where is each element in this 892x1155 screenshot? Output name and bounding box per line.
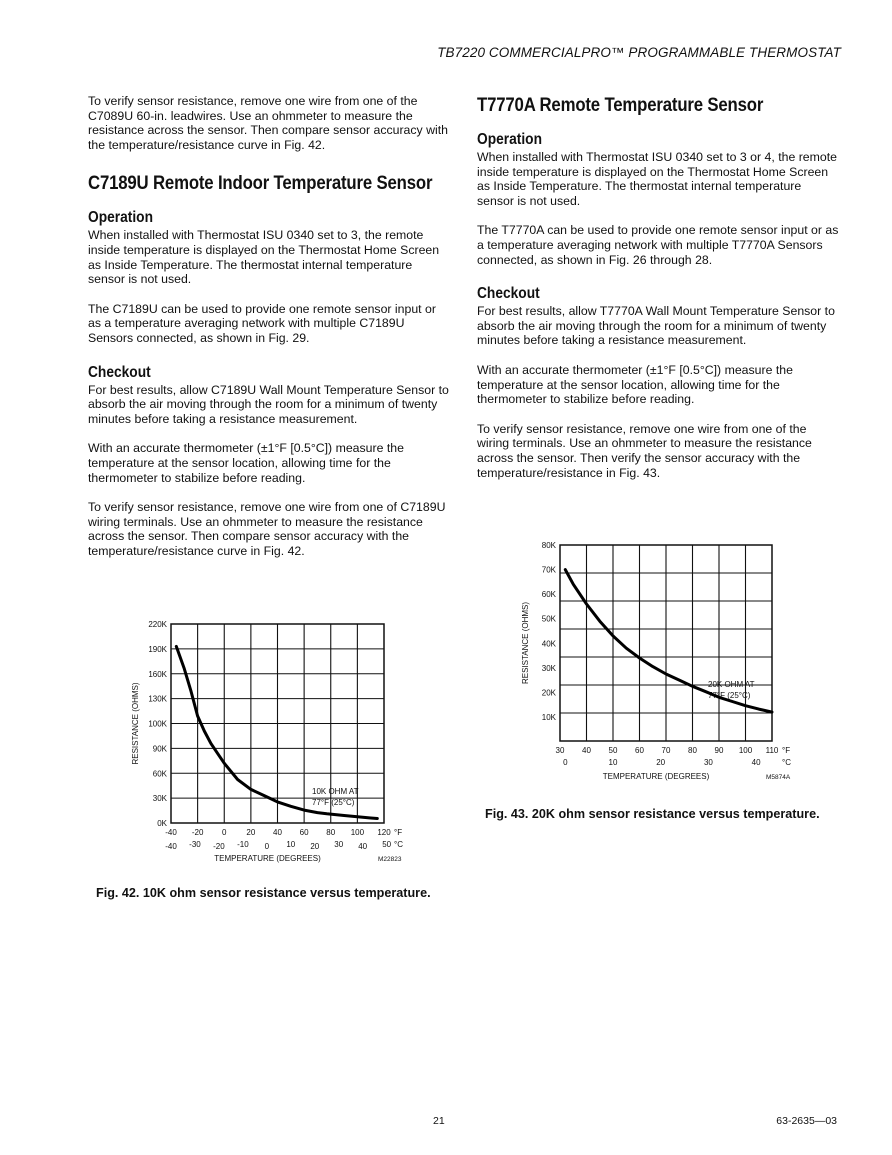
fig43-svg (518, 535, 808, 795)
x-tick-label-fahrenheit: 40 (582, 746, 591, 755)
operation-paragraph-1: When installed with Thermostat ISU 0340 set to 3 or 4, the remote inside temperature is displayed on the Thermostat Home Screen as Inside Temperature. The thermostat internal temperature sensor is not used. (477, 150, 837, 208)
x-tick-label-fahrenheit: 80 (326, 828, 336, 837)
x-tick-label-celsius: 50 (382, 840, 392, 849)
y-tick-label: 60K (541, 590, 556, 600)
operation-paragraph-2: The T7770A can be used to provide one remote sensor input or as a temperature averaging network with multiple T7770A Sensors connected, as shown in Fig. 26 through 28. (477, 223, 839, 267)
checkout-paragraph-2: With an accurate thermometer (±1°F [0.5°C]) measure the temperature at the sensor location, allowing time for the thermometer to stabilize before reading. (88, 441, 404, 485)
reference-note: 77°F (25°C) (312, 798, 355, 807)
y-tick-label: 10K (541, 713, 556, 722)
reference-note: 10K OHM AT (312, 787, 359, 796)
x-unit-fahrenheit: °F (782, 746, 791, 755)
x-tick-label-celsius: 0 (563, 758, 568, 767)
y-tick-label: 100K (148, 719, 167, 729)
x-tick-label-celsius: -10 (237, 840, 249, 849)
x-axis-label: TEMPERATURE (DEGREES) (602, 772, 710, 781)
y-tick-label: 40K (541, 639, 556, 649)
x-tick-label-fahrenheit: 0 (222, 828, 227, 837)
x-tick-label-celsius: -30 (189, 840, 201, 849)
y-tick-label: 190K (148, 644, 167, 654)
section-title-t7770a: T7770A Remote Temperature Sensor (477, 94, 764, 116)
y-tick-label: 20K (541, 688, 556, 698)
y-tick-label: 130K (148, 694, 167, 704)
page-number: 21 (433, 1115, 445, 1127)
x-tick-label-fahrenheit: 120 (377, 828, 391, 837)
document-number: 63-2635—03 (776, 1115, 837, 1127)
section-title-c7189u: C7189U Remote Indoor Temperature Sensor (88, 172, 433, 195)
y-tick-label: 30K (152, 794, 167, 804)
y-tick-label: 30K (541, 663, 556, 673)
figure-code: M22823 (378, 856, 402, 863)
checkout-paragraph-3: To verify sensor resistance, remove one wire from one of C7189U wiring terminals. Use an ohmmeter to measure the resistance across the sensor. Then compare sensor accuracy with the temperature/resistance curve in Fig. 42. (88, 500, 446, 558)
x-unit-celsius: °C (394, 840, 403, 849)
checkout-paragraph-1: For best results, allow C7189U Wall Mount Temperature Sensor to absorb the air moving through the room for a minimum of twenty minutes before taking a resistance measurement. (88, 382, 449, 426)
x-unit-fahrenheit: °F (394, 828, 403, 837)
y-tick-label: 90K (152, 744, 167, 754)
operation-heading: Operation (477, 131, 542, 148)
x-tick-label-fahrenheit: 70 (661, 746, 671, 755)
y-tick-label: 220K (148, 620, 167, 629)
x-tick-label-celsius: 10 (608, 758, 618, 767)
x-tick-label-celsius: 20 (656, 758, 666, 767)
y-tick-label: 60K (152, 769, 167, 779)
x-tick-label-celsius: 10 (286, 840, 296, 849)
x-tick-label-celsius: 40 (751, 758, 761, 767)
y-axis-label: RESISTANCE (OHMS) (521, 601, 530, 685)
x-tick-label-fahrenheit: 50 (608, 746, 618, 755)
left-column (88, 94, 450, 573)
y-tick-label: 80K (541, 541, 556, 550)
x-tick-label-fahrenheit: 100 (350, 828, 365, 837)
reference-note: 77°F (25°C) (708, 691, 751, 700)
reference-note: 20K OHM AT (708, 680, 755, 689)
x-unit-celsius: °C (782, 758, 791, 767)
running-header: TB7220 COMMERCIALPRO™ PROGRAMMABLE THERMOSTAT (437, 45, 841, 60)
x-tick-label-fahrenheit: 110 (765, 746, 779, 755)
x-tick-label-fahrenheit: 60 (299, 828, 309, 837)
fig42-chart (128, 612, 428, 877)
x-tick-label-celsius: -40 (165, 842, 177, 851)
x-tick-label-celsius: 20 (310, 842, 320, 851)
intro-paragraph: To verify sensor resistance, remove one wire from one of the C7089U 60-in. leadwires. Use an ohmmeter to measure the resistance across the sensor. Then compare sensor accuracy with the temperature/resistance curve in Fig. 42. (88, 94, 448, 152)
operation-paragraph-1: When installed with Thermostat ISU 0340 set to 3, the remote inside temperature is displayed on the Thermostat Home Screen as Inside Temperature. The thermostat internal temperature sensor is not used. (88, 228, 440, 287)
operation-paragraph-2: The C7189U can be used to provide one remote sensor input or as a temperature averaging network with multiple C7189U Sensors connected, as shown in Fig. 29. (88, 301, 436, 345)
x-tick-label-celsius: 0 (264, 842, 270, 851)
fig43-chart (518, 535, 808, 800)
y-tick-label: 70K (541, 565, 556, 575)
x-tick-label-celsius: 40 (358, 842, 368, 851)
x-tick-label-fahrenheit: -40 (165, 828, 177, 837)
right-column (477, 94, 839, 495)
x-tick-label-celsius: -20 (213, 842, 225, 851)
x-tick-label-celsius: 30 (703, 758, 713, 767)
y-tick-label: 0K (157, 819, 167, 828)
checkout-heading: Checkout (88, 363, 151, 381)
y-tick-label: 160K (148, 669, 167, 679)
x-tick-label-fahrenheit: 90 (714, 746, 724, 755)
x-tick-label-fahrenheit: 30 (555, 746, 565, 755)
checkout-heading: Checkout (477, 285, 540, 303)
fig43-caption: Fig. 43. 20K ohm sensor resistance versus temperature. (485, 807, 820, 821)
x-tick-label-fahrenheit: 20 (246, 828, 256, 837)
x-tick-label-fahrenheit: 100 (738, 746, 753, 755)
y-tick-label: 50K (541, 614, 556, 624)
operation-heading: Operation (88, 209, 153, 227)
x-tick-label-fahrenheit: -20 (191, 828, 204, 837)
checkout-paragraph-1: For best results, allow T7770A Wall Mount Temperature Sensor to absorb the air moving through the room for a minimum of twenty minutes before taking a resistance measurement. (477, 304, 835, 348)
checkout-paragraph-3: To verify sensor resistance, remove one wire from one of the wiring terminals. Use an ohmmeter to measure the resistance across the sensor. Then verify the sensor accuracy with the temperature/resistance in Fig. 43. (477, 421, 812, 480)
x-axis-label: TEMPERATURE (DEGREES) (214, 854, 321, 863)
x-tick-label-fahrenheit: 40 (273, 828, 282, 837)
x-tick-label-fahrenheit: 80 (688, 746, 697, 755)
y-axis-label: RESISTANCE (OHMS) (131, 682, 140, 765)
fig42-caption: Fig. 42. 10K ohm sensor resistance versus temperature. (96, 886, 431, 900)
x-tick-label-celsius: 30 (334, 840, 344, 849)
checkout-paragraph-2: With an accurate thermometer (±1°F [0.5°C]) measure the temperature at the sensor location, allowing time for the thermometer to stabilize before reading. (477, 362, 793, 407)
fig42-svg (128, 612, 428, 872)
x-tick-label-fahrenheit: 60 (635, 746, 644, 755)
figure-code: M5874A (766, 774, 791, 781)
